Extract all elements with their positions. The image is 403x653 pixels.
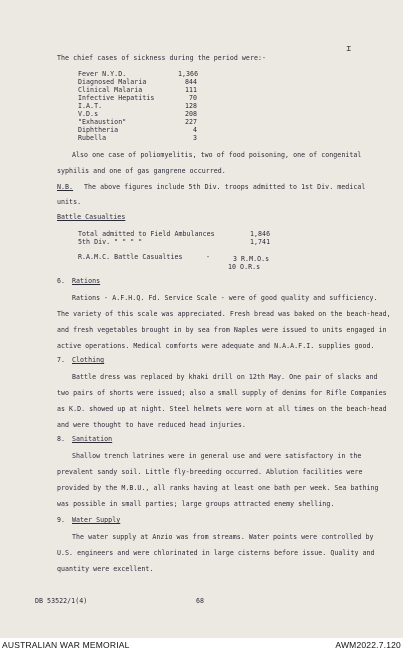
rations-line: Rations - A.F.H.Q. Fd. Service Scale - were of good quality and sufficiency. — [72, 294, 378, 302]
battle-row-label: 5th Div. " " " " — [78, 238, 143, 246]
sickness-count: 4 — [193, 126, 198, 134]
sickness-name: "Exhaustion" — [78, 118, 127, 126]
water-line: U.S. engineers and were chlorinated in large cisterns before issue. Quality and — [57, 549, 375, 557]
sickness-count: 70 — [189, 94, 198, 102]
sanitation-line: provided by the M.B.U., all ranks having at least one bath per week. Sea bathing — [57, 484, 379, 492]
battle-row-value: 1,741 — [250, 238, 271, 246]
sickness-name: Infective Hepatitis — [78, 94, 155, 102]
section-number: 6. — [57, 277, 66, 285]
battle-row-value: 1,846 — [250, 230, 271, 238]
clothing-line: and were thought to have reduced head injuries. — [57, 421, 246, 429]
sickness-count: 3 — [193, 134, 198, 142]
battle-heading: Battle Casualties — [57, 213, 126, 221]
sickness-count: 1,366 — [178, 70, 199, 78]
sickness-name: Diagnosed Malaria — [78, 78, 147, 86]
intro-line: The chief cases of sickness during the period were:- — [57, 54, 267, 62]
sickness-name: Rubella — [78, 134, 107, 142]
sickness-name: Clinical Malaria — [78, 86, 143, 94]
also-line: Also one case of poliomyelitis, two of food poisoning, one of congenital — [72, 151, 362, 159]
nb-text: The above figures include 5th Div. troops admitted to 1st Div. medical — [84, 183, 366, 191]
sickness-name: Fever N.Y.D. — [78, 70, 127, 78]
sickness-count: 128 — [185, 102, 198, 110]
battle-row-value: 10 O.R.s — [228, 263, 261, 271]
clothing-line: Battle dress was replaced by khaki drill on 12th May. One pair of slacks and — [72, 373, 378, 381]
rations-line: and fresh vegetables brought in by sea from Naples were issued to units engaged in — [57, 326, 387, 334]
page-number: 68 — [196, 597, 205, 605]
sickness-count: 844 — [185, 78, 198, 86]
archive-name: AUSTRALIAN WAR MEMORIAL — [2, 640, 130, 650]
nb-text: units. — [57, 198, 82, 206]
battle-row-dash: - — [206, 253, 211, 261]
clothing-heading: Clothing — [72, 356, 105, 364]
sickness-name: Diphtheria — [78, 126, 119, 134]
rations-line: active operations. Medical comforts were adequate and N.A.A.F.I. supplies good. — [57, 342, 375, 350]
sickness-count: 111 — [185, 86, 198, 94]
battle-row-label: R.A.M.C. Battle Casualties — [78, 253, 183, 261]
nb-label: N.B. — [57, 183, 74, 191]
archive-reference: AWM2022.7.120 — [335, 640, 401, 650]
sickness-count: 227 — [185, 118, 198, 126]
sickness-name: V.D.s — [78, 110, 99, 118]
clothing-line: two pairs of shorts were issued; also a small supply of denims for Rifle Companies — [57, 389, 387, 397]
section-number: 8. — [57, 435, 66, 443]
sickness-name: I.A.T. — [78, 102, 103, 110]
battle-row-label: Total admitted to Field Ambulances — [78, 230, 215, 238]
sanitation-line: Shallow trench latrines were in general use and were satisfactory in the — [72, 452, 362, 460]
sickness-count: 208 — [185, 110, 198, 118]
section-number: 7. — [57, 356, 66, 364]
water-heading: Water Supply — [72, 516, 121, 524]
archive-footer — [0, 638, 403, 653]
section-number: 9. — [57, 516, 66, 524]
rations-line: The variety of this scale was appreciated. Fresh bread was baked on the beach-head, — [57, 310, 391, 318]
water-line: The water supply at Anzio was from streams. Water points were controlled by — [72, 533, 374, 541]
rations-heading: Rations — [72, 277, 101, 285]
page-mark: ɪ — [346, 44, 352, 54]
water-line: quantity were excellent. — [57, 565, 154, 573]
sanitation-heading: Sanitation — [72, 435, 113, 443]
clothing-line: as K.D. showed up at night. Steel helmets were worn at all times on the beach-head — [57, 405, 387, 413]
sanitation-line: was possible in small parties; large groups attracted enemy shelling. — [57, 500, 335, 508]
sanitation-line: prevalent sandy soil. Little fly-breeding occurred. Ablution facilities were — [57, 468, 363, 476]
also-line: syphilis and one of gas gangrene occurred. — [57, 167, 226, 175]
battle-row-value: 3 R.M.O.s — [233, 255, 270, 263]
reference-code: DB 53522/1(4) — [35, 597, 88, 605]
